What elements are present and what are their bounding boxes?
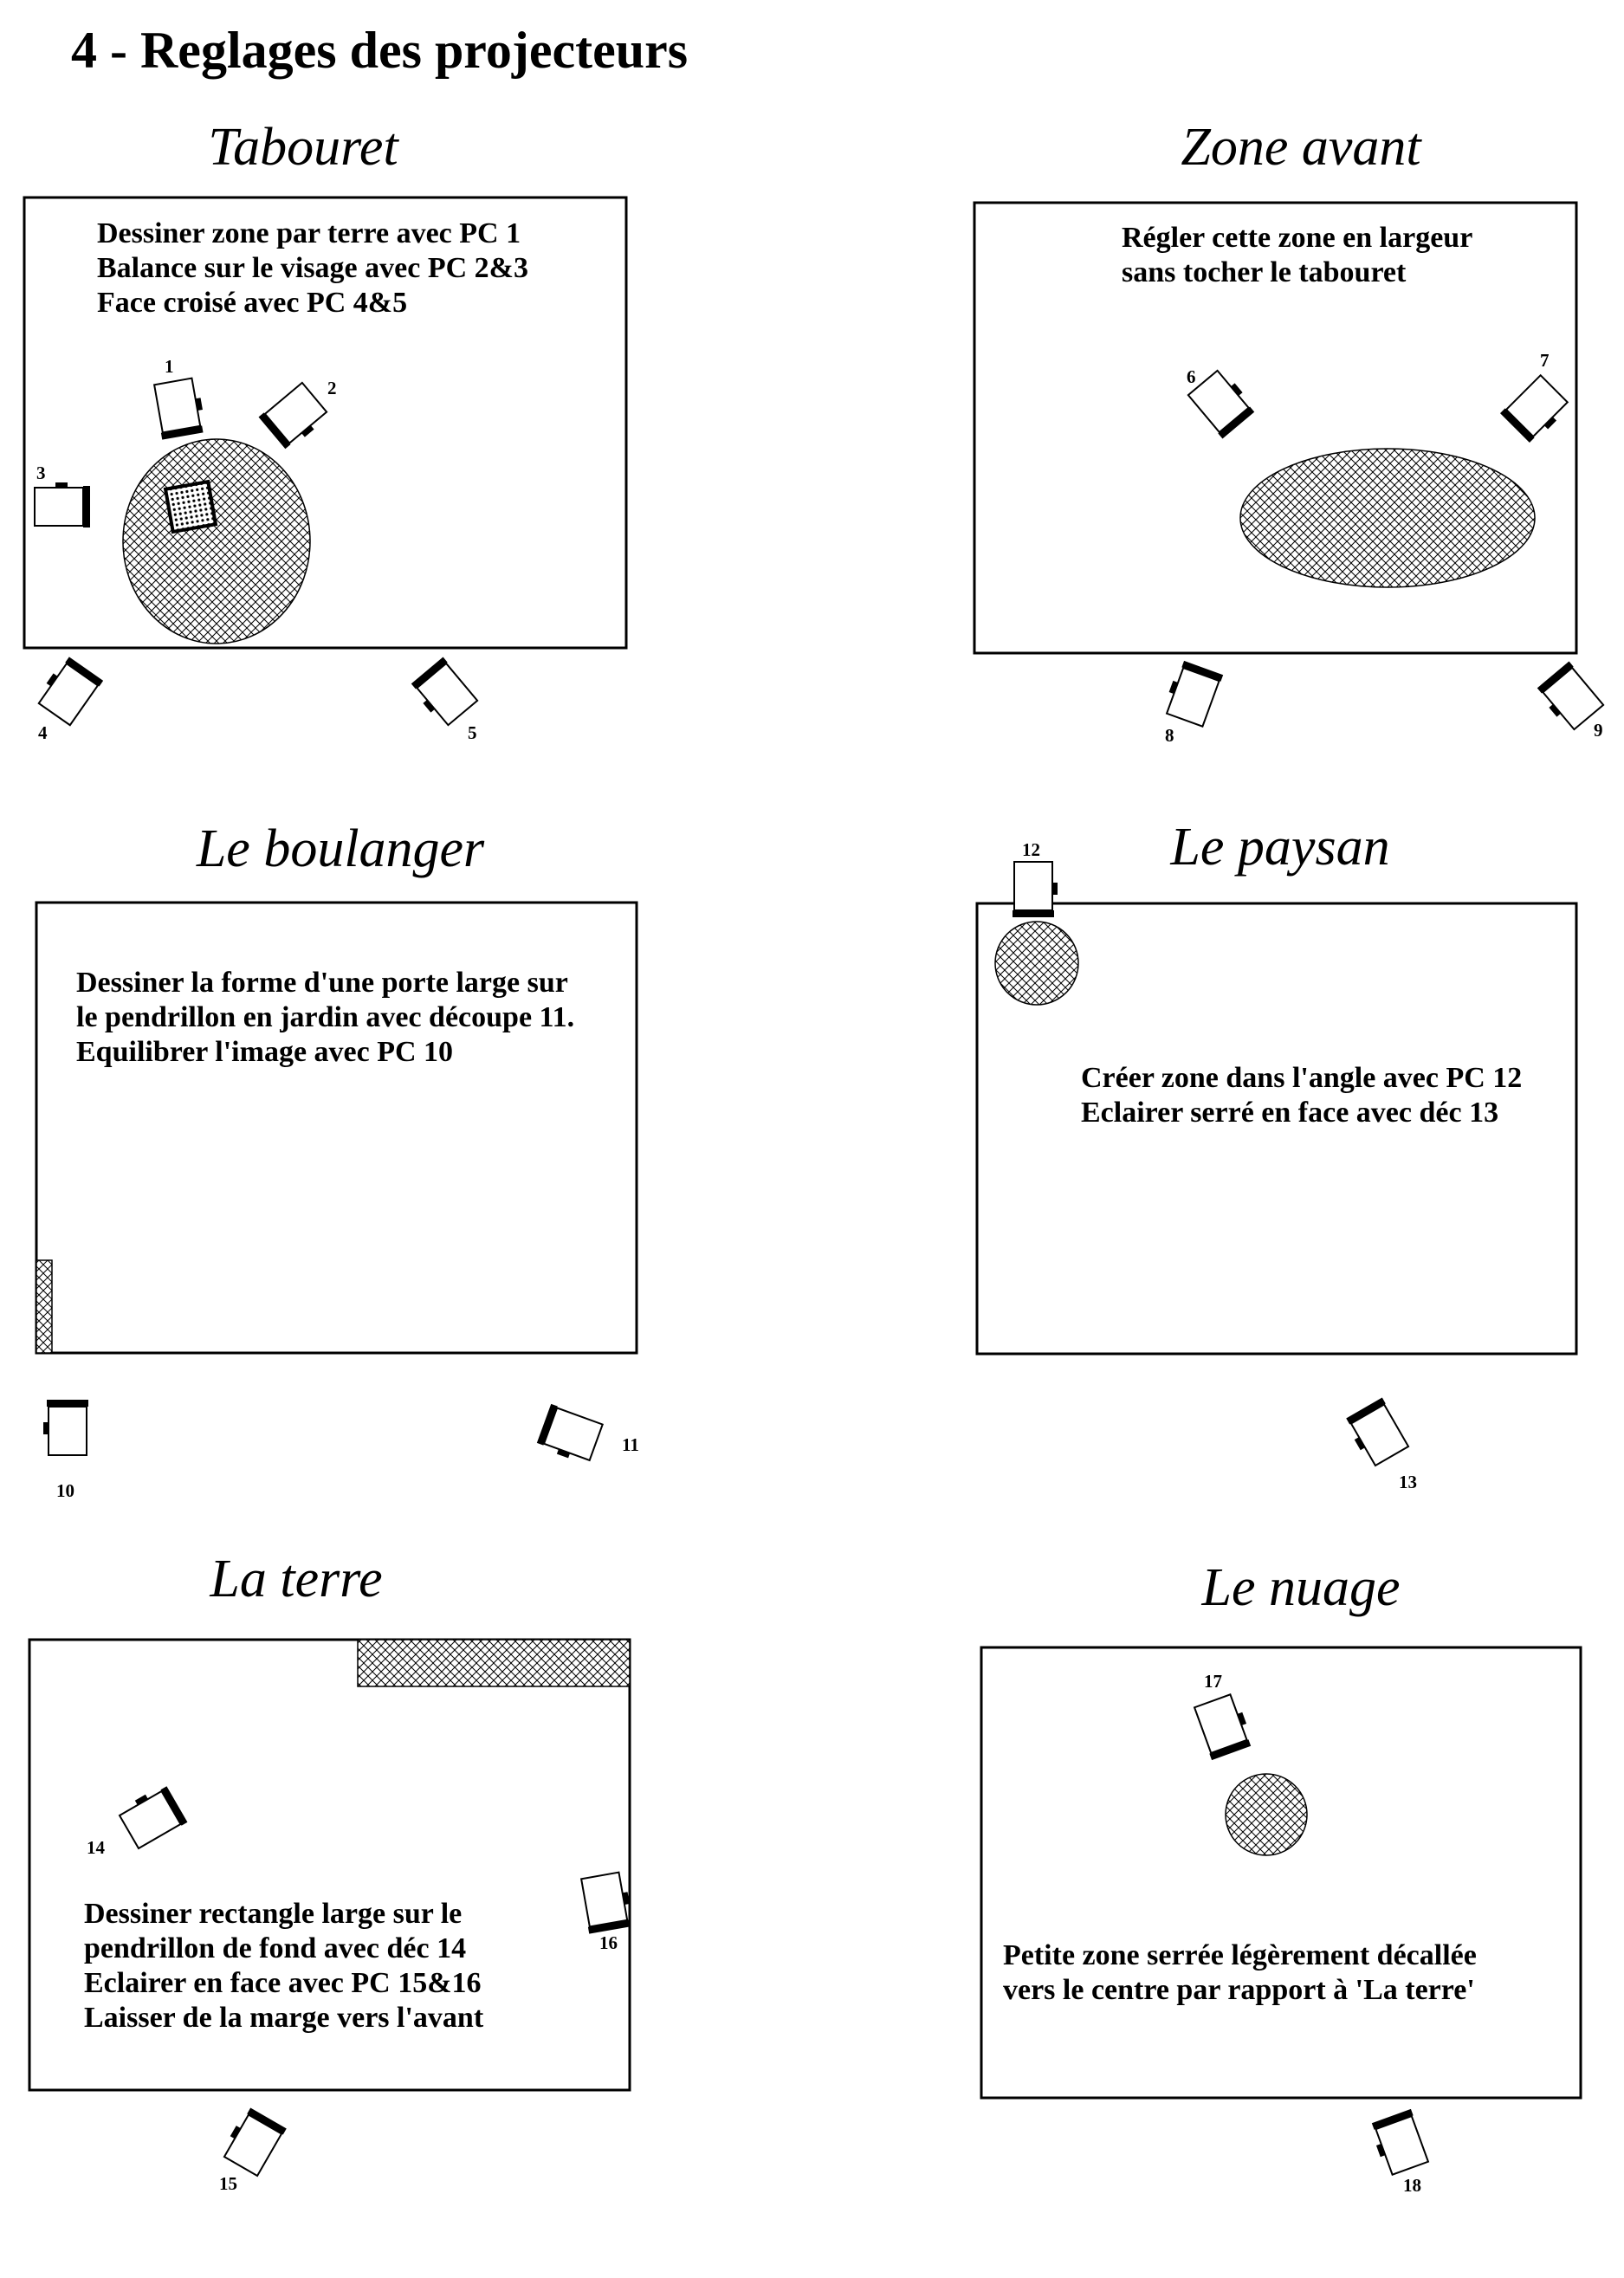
panel-le-paysan xyxy=(977,818,1576,1492)
projector-4 xyxy=(35,655,103,726)
projector-number: 13 xyxy=(1399,1472,1417,1492)
projector-number: 3 xyxy=(36,463,46,483)
projector-11 xyxy=(535,1404,603,1466)
note-line: Dessiner zone par terre avec PC 1 xyxy=(97,217,521,249)
projector-number: 16 xyxy=(599,1932,618,1953)
projector-8 xyxy=(1161,659,1223,727)
projector-number: 14 xyxy=(87,1837,105,1858)
note-line: Eclairer en face avec PC 15&16 xyxy=(84,1967,482,1999)
floor-light-zone xyxy=(123,439,310,644)
stool-square xyxy=(165,482,216,532)
back-light-rectangle xyxy=(358,1640,630,1686)
projector-14 xyxy=(117,1783,187,1850)
projector-3 xyxy=(35,482,90,527)
projector-number: 2 xyxy=(327,378,337,398)
panel-title: Le boulanger xyxy=(196,819,485,878)
page-title: 4 - Reglages des projecteurs xyxy=(71,22,689,79)
panel-le-nuage xyxy=(981,1558,1581,2196)
note-line: Petite zone serrée légèrement décallée xyxy=(1003,1939,1477,1971)
note-line: Créer zone dans l'angle avec PC 12 xyxy=(1081,1062,1523,1094)
note-line: pendrillon de fond avec déc 14 xyxy=(84,1932,467,1964)
projector-18 xyxy=(1368,2109,1430,2177)
projector-15 xyxy=(220,2107,287,2177)
projector-number: 9 xyxy=(1594,720,1603,741)
projector-7 xyxy=(1500,374,1571,445)
stage-frame xyxy=(981,1647,1581,2098)
corner-light-zone xyxy=(995,922,1078,1005)
projector-2 xyxy=(259,381,330,451)
door-light-strip xyxy=(36,1260,52,1353)
projector-number: 8 xyxy=(1165,725,1174,746)
small-light-zone xyxy=(1226,1774,1307,1855)
projector-number: 15 xyxy=(219,2173,237,2194)
projector-number: 7 xyxy=(1540,350,1550,371)
panel-title: Le paysan xyxy=(1170,818,1390,877)
panel-title: La terre xyxy=(210,1550,383,1608)
panel-zone-avant xyxy=(974,118,1605,746)
note-line: vers le centre par rapport à 'La terre' xyxy=(1003,1974,1475,2006)
panel-title: Le nuage xyxy=(1201,1558,1401,1617)
projector-5 xyxy=(409,657,479,728)
note-line: sans tocher le tabouret xyxy=(1122,256,1407,288)
front-light-zone xyxy=(1240,449,1535,587)
projector-1 xyxy=(152,378,206,440)
projector-number: 6 xyxy=(1187,366,1196,387)
projector-number: 4 xyxy=(38,722,48,743)
note-line: Balance sur le visage avec PC 2&3 xyxy=(97,252,528,284)
panel-le-boulanger xyxy=(36,819,639,1501)
projector-16 xyxy=(579,1872,633,1934)
projector-13 xyxy=(1343,1398,1410,1468)
projector-10 xyxy=(43,1400,88,1455)
projector-6 xyxy=(1187,367,1257,438)
note-line: Eclairer serré en face avec déc 13 xyxy=(1081,1097,1499,1129)
projector-number: 17 xyxy=(1204,1671,1222,1692)
projector-17 xyxy=(1193,1692,1254,1760)
panel-la-terre xyxy=(29,1550,633,2194)
note-line: Régler cette zone en largeur xyxy=(1122,222,1473,254)
note-line: Face croisé avec PC 4&5 xyxy=(97,287,408,319)
projector-12 xyxy=(1013,862,1058,917)
projector-number: 5 xyxy=(468,722,477,743)
projector-number: 11 xyxy=(622,1434,639,1455)
note-line: le pendrillon en jardin avec découpe 11. xyxy=(76,1001,575,1033)
note-line: Dessiner rectangle large sur le xyxy=(84,1898,463,1930)
note-line: Dessiner la forme d'une porte large sur xyxy=(76,967,568,999)
panel-tabouret xyxy=(24,118,626,743)
projector-number: 18 xyxy=(1403,2175,1421,2196)
panel-title: Zone avant xyxy=(1181,118,1421,177)
projector-number: 1 xyxy=(165,356,174,377)
note-line: Laisser de la marge vers l'avant xyxy=(84,2002,484,2034)
projector-number: 12 xyxy=(1022,839,1040,860)
note-line: Equilibrer l'image avec PC 10 xyxy=(76,1036,454,1068)
panel-title: Tabouret xyxy=(208,118,398,177)
projector-number: 10 xyxy=(56,1480,74,1501)
